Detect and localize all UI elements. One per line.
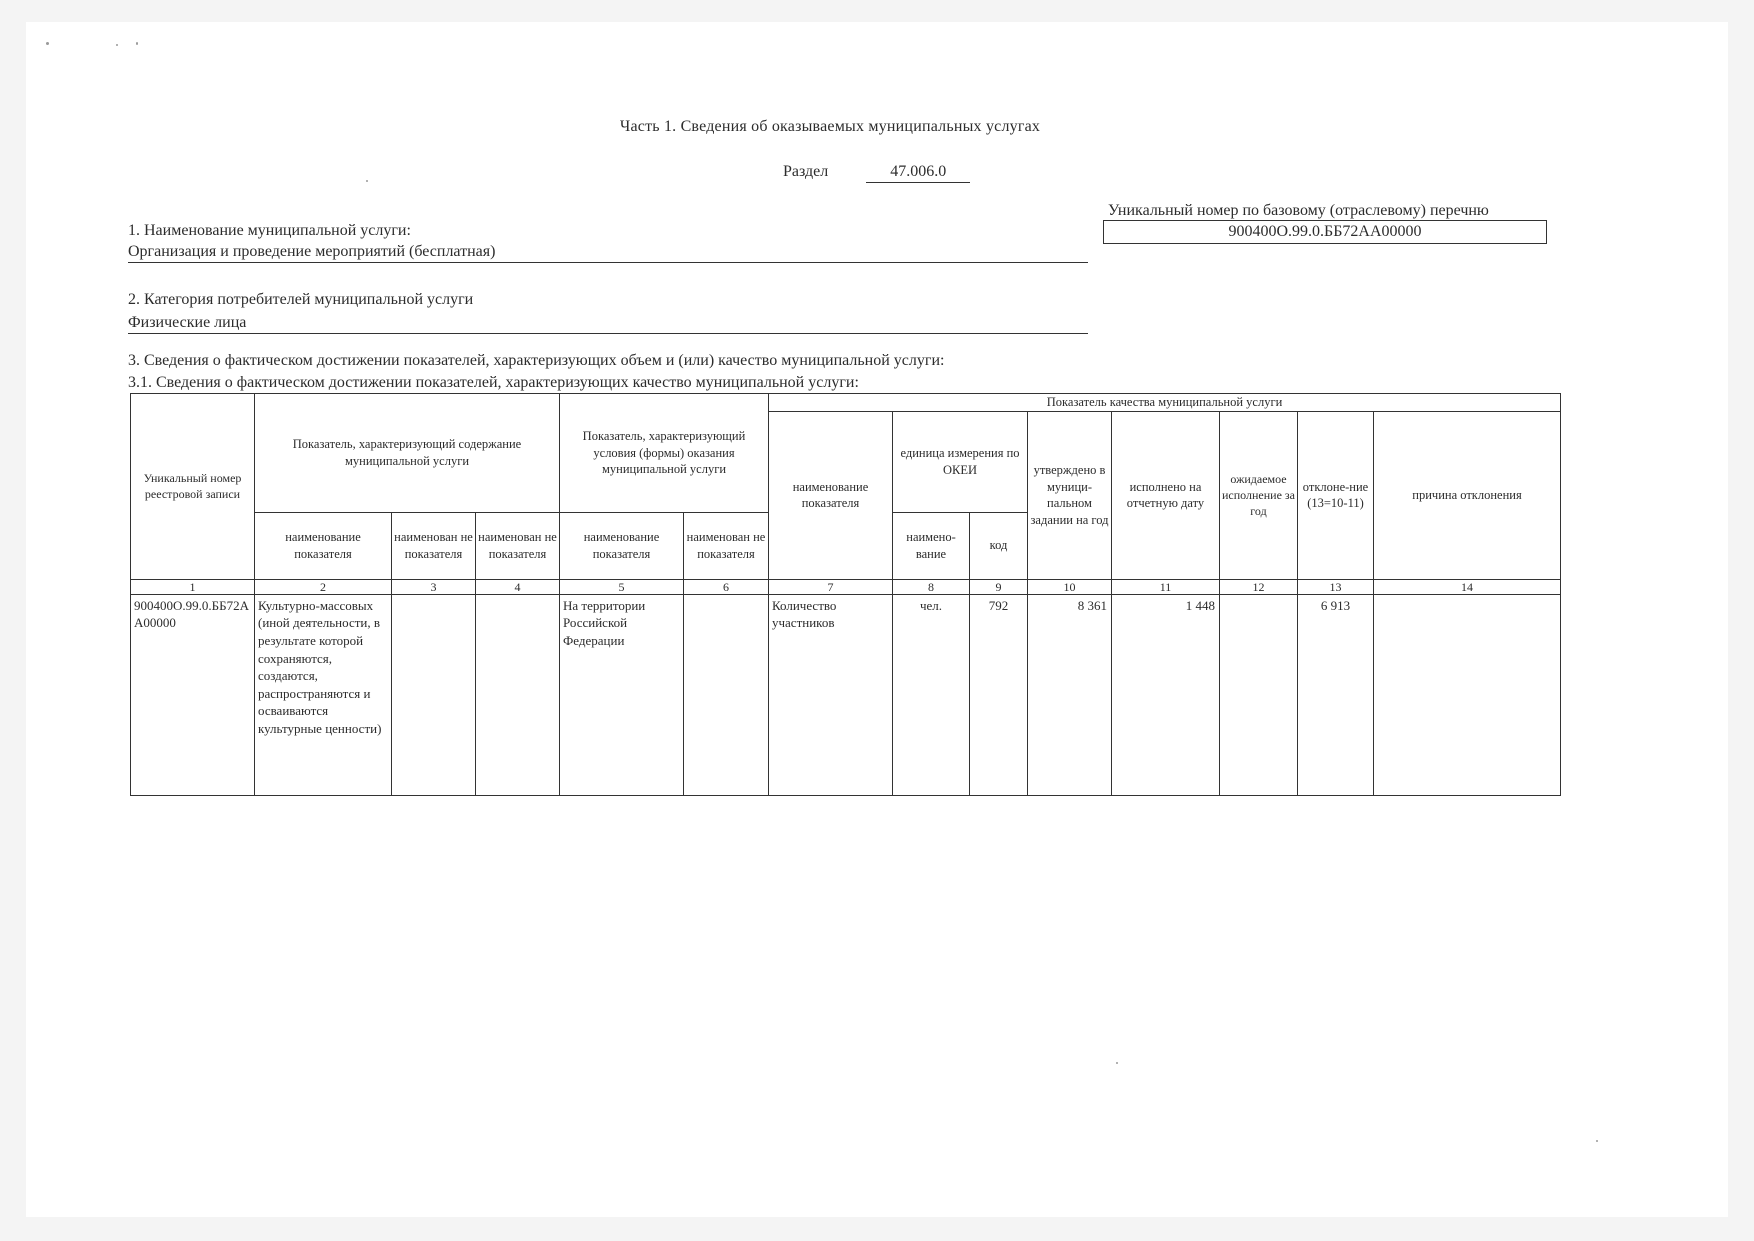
col-number: 6	[684, 579, 769, 594]
cell-approved: 8 361	[1028, 594, 1112, 795]
cell-unit-name: чел.	[893, 594, 970, 795]
column-number-row	[131, 579, 1561, 594]
section-3-title: 3. Сведения о фактическом достижении показателей, характеризующих объем и (или) качество муниципальной услуги:	[128, 352, 945, 369]
col-number: 5	[560, 579, 684, 594]
cell-reason	[1374, 594, 1561, 795]
col-number: 8	[893, 579, 970, 594]
cell-content-3	[392, 594, 476, 795]
header-reason: причина отклонения	[1374, 411, 1561, 579]
col-number: 12	[1220, 579, 1298, 594]
category-value: Физические лица	[128, 314, 1088, 334]
service-name-label: 1. Наименование муниципальной услуги:	[128, 222, 411, 239]
cell-condition-6	[684, 594, 769, 795]
quality-indicators-table	[130, 393, 1561, 796]
col-number: 13	[1298, 579, 1374, 594]
scan-speck	[116, 44, 118, 46]
table-row	[131, 594, 1561, 795]
cell-unique-number: 900400О.99.0.ББ72АА00000	[131, 594, 255, 795]
col-number: 14	[1374, 579, 1561, 594]
subheader-unit-code: код	[970, 512, 1028, 579]
col-number: 11	[1112, 579, 1220, 594]
header-expected: ожидаемое исполнение за год	[1220, 411, 1298, 579]
header-unique-number: Уникальный номер реестровой записи	[131, 394, 255, 580]
subheader-name-2: наименование показателя	[255, 512, 392, 579]
section-label: Раздел	[783, 163, 829, 180]
col-number: 10	[1028, 579, 1112, 594]
unique-number-label: Уникальный номер по базовому (отраслевому) перечню	[1108, 202, 1489, 219]
subheader-name-4: наименован не показателя	[476, 512, 560, 579]
section-3-1-title: 3.1. Сведения о фактическом достижении показателей, характеризующих качество муниципальной услуги:	[128, 374, 859, 391]
cell-content-4	[476, 594, 560, 795]
section-line	[783, 163, 970, 183]
scan-speck	[136, 42, 138, 45]
col-number: 1	[131, 579, 255, 594]
part-title: Часть 1. Сведения об оказываемых муниципальных услугах	[619, 118, 1041, 135]
subheader-unit-name: наимено-вание	[893, 512, 970, 579]
header-quality-group: Показатель качества муниципальной услуги	[769, 394, 1561, 412]
scan-speck	[46, 42, 49, 45]
service-name-value: Организация и проведение мероприятий (бесплатная)	[128, 243, 1088, 263]
header-content-indicator: Показатель, характеризующий содержание муниципальной услуги	[255, 394, 560, 513]
cell-done: 1 448	[1112, 594, 1220, 795]
col-number: 2	[255, 579, 392, 594]
section-value: 47.006.0	[866, 163, 970, 183]
header-approved: утверждено в муници-пальном задании на год	[1028, 411, 1112, 579]
col-number: 3	[392, 579, 476, 594]
col-number: 4	[476, 579, 560, 594]
header-conditions-indicator: Показатель, характеризующий условия (формы) оказания муниципальной услуги	[560, 394, 769, 513]
subheader-name-6: наименован не показателя	[684, 512, 769, 579]
header-deviation: отклоне-ние (13=10-11)	[1298, 411, 1374, 579]
cell-deviation: 6 913	[1298, 594, 1374, 795]
cell-expected	[1220, 594, 1298, 795]
scan-speck	[1596, 1140, 1598, 1142]
cell-content: Культурно-массовых (иной деятельности, в результате которой сохраняются, создаются, распространяются и осваиваются культурные ценности)	[255, 594, 392, 795]
header-unit: единица измерения по ОКЕИ	[893, 411, 1028, 512]
cell-condition: На территории Российской Федерации	[560, 594, 684, 795]
header-indicator-name: наименование показателя	[769, 411, 893, 579]
scan-speck	[366, 180, 368, 182]
subheader-name-3: наименован не показателя	[392, 512, 476, 579]
category-label: 2. Категория потребителей муниципальной услуги	[128, 291, 474, 308]
cell-indicator: Количество участников	[769, 594, 893, 795]
scan-speck	[1116, 1062, 1118, 1064]
cell-unit-code: 792	[970, 594, 1028, 795]
unique-number-box: 900400О.99.0.ББ72АА00000	[1103, 220, 1547, 244]
col-number: 7	[769, 579, 893, 594]
header-row-1	[131, 394, 1561, 412]
col-number: 9	[970, 579, 1028, 594]
header-done: исполнено на отчетную дату	[1112, 411, 1220, 579]
subheader-name-5: наименование показателя	[560, 512, 684, 579]
